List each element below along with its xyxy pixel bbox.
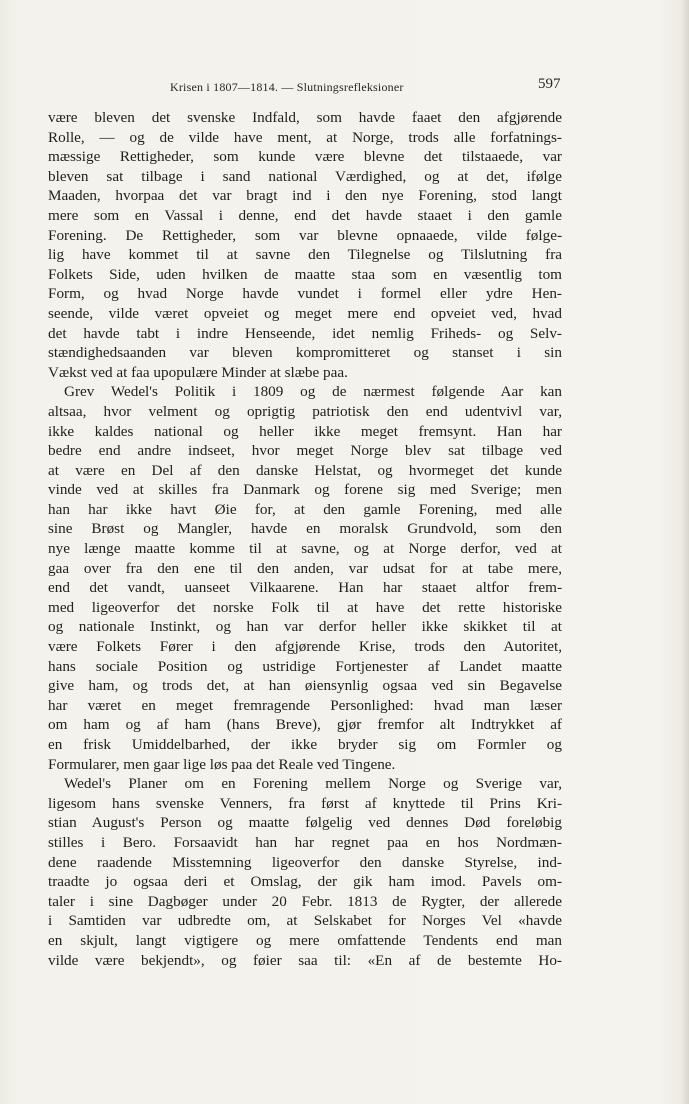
text-line: stian August's Person og maatte følgelig ved dennes Død foreløbig xyxy=(48,814,562,832)
text-line: at være en Del af den danske Helstat, og hvormeget det kunde xyxy=(48,461,562,479)
text-line: Maaden, hvorpaa det var bragt ind i den nye Forening, stod langt xyxy=(48,187,562,205)
text-line: stændighedsaanden var bleven kompromitteret og stanset i sin xyxy=(48,344,562,362)
text-line: dene raadende Misstemning ligeoverfor den danske Styrelse, ind- xyxy=(48,853,562,871)
text-line: med ligeoverfor det norske Folk til at have det rette historiske xyxy=(48,598,562,616)
body-text xyxy=(48,108,562,970)
text-line: en frisk Umiddelbarhed, der ikke bryder sig om Formler og xyxy=(48,736,562,753)
text-line: ligesom hans svenske Venners, fra først af knyttede til Prins Kri- xyxy=(48,794,562,812)
text-line: Formularer, men gaar lige løs paa det Reale ved Tingene. xyxy=(48,755,396,773)
text-line: har været en meget fremragende Personlighed: hvad man læser xyxy=(48,696,562,714)
text-line: i Samtiden var udbredte om, at Selskabet for Norges Vel «havde xyxy=(48,912,562,930)
text-line: taler i sine Dagbøger under 20 Febr. 1813 de Rygter, der allerede xyxy=(48,892,562,910)
text-line: han har ikke havt Øie for, at den gamle Forening, med alle xyxy=(48,500,562,518)
text-line: seende, vilde været opveiet og meget mere end opveiet ved, hvad xyxy=(48,304,562,322)
text-line: vinde ved at skilles fra Danmark og forene sig med Sverige; men xyxy=(48,481,562,499)
text-line: Forening. De Rettigheder, som var blevne opnaaede, vilde følge- xyxy=(48,226,562,244)
text-line: altsaa, hvor velment og oprigtig patriotisk den end udentvivl var, xyxy=(48,402,562,420)
page-number: 597 xyxy=(538,76,561,92)
text-line: Folkets Side, uden hvilken de maatte staa som en væsentlig tom xyxy=(48,265,562,283)
text-line: traadte jo ogsaa deri et Omslag, der gik ham imod. Pavels om- xyxy=(48,873,562,891)
text-line: end det vandt, uanseet Vilkaarene. Han har staaet altfor frem- xyxy=(48,579,562,597)
text-line: Rolle, — og de vilde have ment, at Norge, trods alle forfatnings- xyxy=(48,128,562,146)
text-line: bleven sat tilbage i sand national Værdighed, og at det, ifølge xyxy=(48,167,562,185)
text-line: give ham, og trods det, at han øiensynlig ogsaa ved sin Begavelse xyxy=(48,677,562,695)
text-line: hans sociale Position og ustridige Fortjenester af Landet maatte xyxy=(48,657,562,675)
page-edge-shadow xyxy=(681,0,689,1104)
text-line: Form, og hvad Norge havde vundet i formel eller ydre Hen- xyxy=(48,285,562,303)
text-line: og nationale Instinkt, og han var derfor heller ikke skikket til at xyxy=(48,618,562,636)
text-line: nye længe maatte komme til at savne, og at Norge derfor, ved at xyxy=(48,540,562,558)
text-line: om ham og af ham (hans Breve), gjør fremfor alt Indtrykket af xyxy=(48,716,562,734)
text-line: vilde være bekjendt», og føier saa til: «En af de bestemte Ho- xyxy=(48,951,562,969)
text-line: stilles i Bero. Forsaavidt han har regnet paa en hos Nordmæn- xyxy=(48,833,562,851)
text-line: mæssige Rettigheder, som kunde være blevne det tilstaaede, var xyxy=(48,148,562,166)
text-line: ikke kaldes national og heller ikke meget fremsynt. Han har xyxy=(48,422,562,440)
text-line: Vækst ved at faa upopulære Minder at slæbe paa. xyxy=(48,363,348,381)
text-line: Wedel's Planer om en Forening mellem Norge og Sverige var, xyxy=(64,775,562,793)
running-header: Krisen i 1807—1814. — Slutningsrefleksioner xyxy=(170,80,404,94)
text-line: lig have kommet til at savne den Tilegnelse og Tilslutning fra xyxy=(48,246,562,264)
text-line: Grev Wedel's Politik i 1809 og de nærmest følgende Aar kan xyxy=(64,383,562,401)
text-line: en skjult, langt vigtigere og mere omfattende Tendents end man xyxy=(48,931,562,949)
text-line: bedre end andre indseet, hvor meget Norge blev sat tilbage ved xyxy=(48,442,562,460)
text-line: det havde tabt i indre Henseende, idet nemlig Friheds- og Selv- xyxy=(48,324,562,342)
text-line: være Folkets Fører i den afgjørende Krise, trods den Autoritet, xyxy=(48,638,562,656)
text-line: være bleven det svenske Indfald, som havde faaet den afgjørende xyxy=(48,109,562,126)
text-line: gaa over fra den ene til den anden, var udsat for at tabe mere, xyxy=(48,559,562,577)
text-line: mere som en Vassal i denne, end det havde staaet i den gamle xyxy=(48,206,562,224)
text-line: sine Brøst og Mangler, havde en moralsk Grundvold, som den xyxy=(48,520,562,538)
